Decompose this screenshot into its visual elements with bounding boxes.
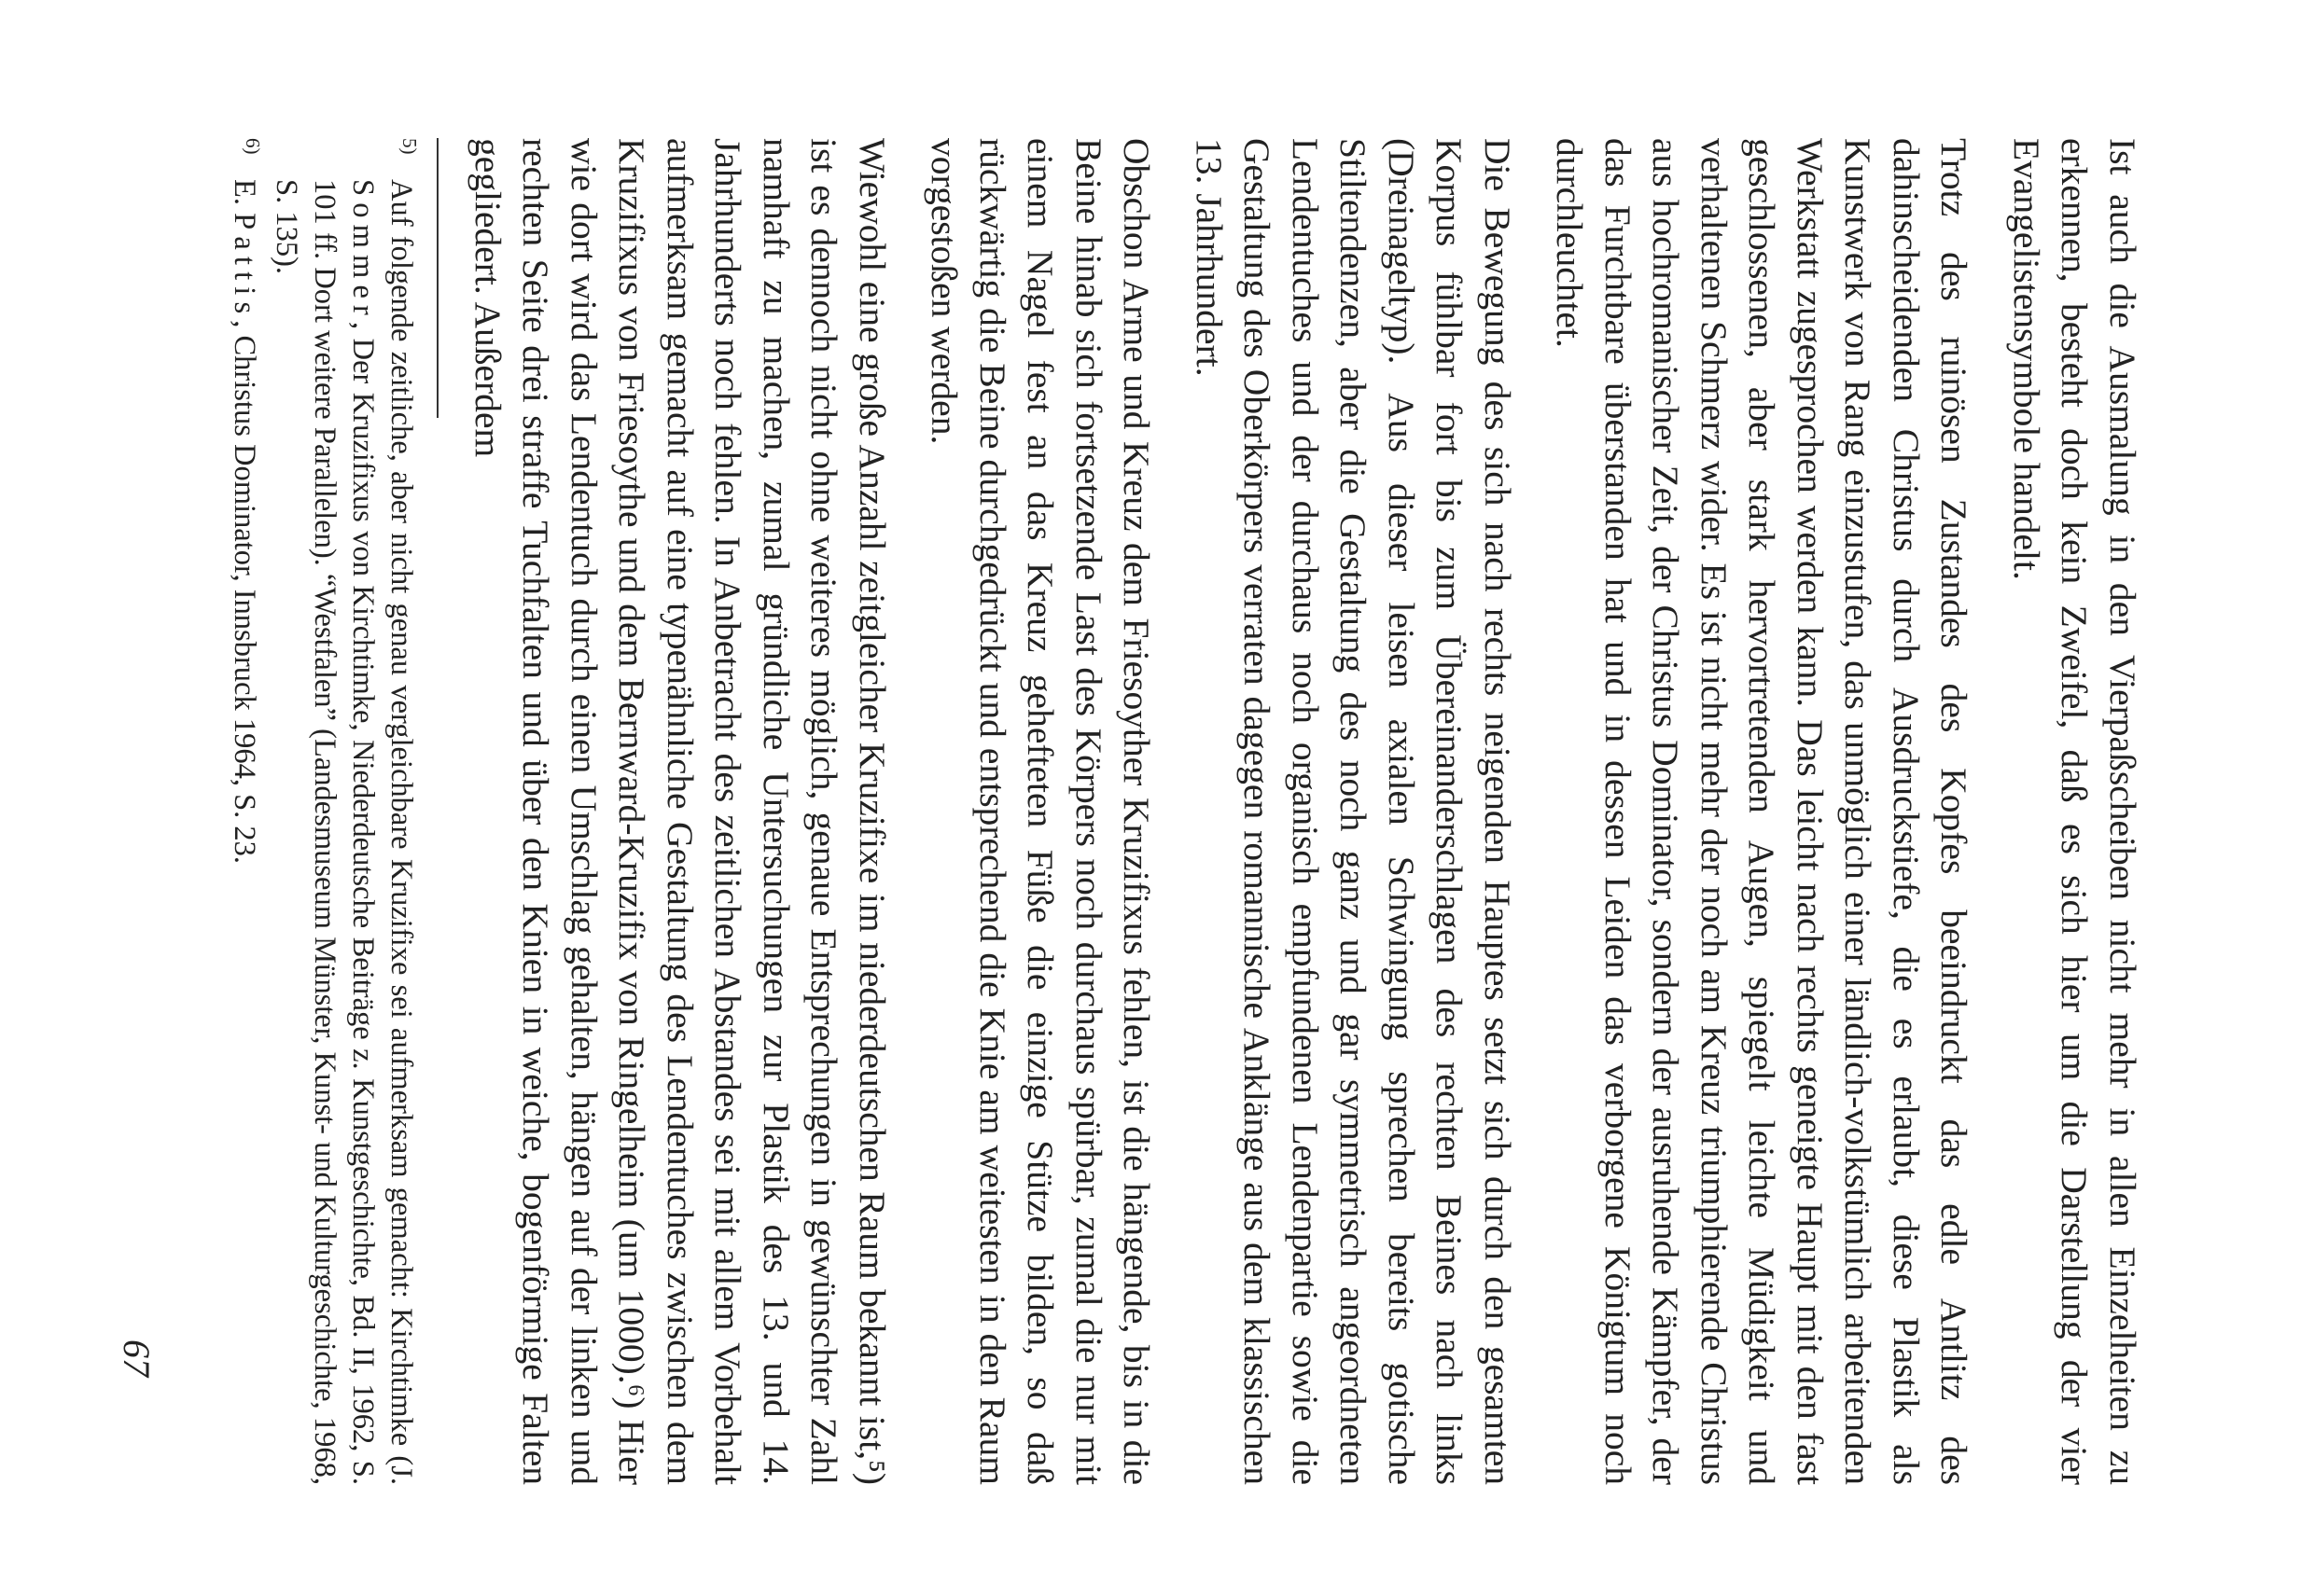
paragraph-1: Ist auch die Ausmalung in den Vierpaßscheiben nicht mehr in allen Einzelheiten zu erkennen, besteht doch kein Zweifel, daß es sich hier um die Darstellung der vier Evangelistensymbole handelt.: [2006, 138, 2143, 1485]
paragraph-4: Obschon Arme und Kreuz dem Friesoyther Kruzifixus fehlen, ist die hängende, bis in die Beine hinab sich fortsetzende Last des Körpers noch durchaus spürbar, zumal die nur mit einem Nagel fest an das Kreuz gehefteten Füße die einzige Stütze bilden, so daß rückwärtig die Beine durchgedrückt und entsprechend die Knie am weitesten in den Raum vorgestoßen werden.: [924, 138, 1158, 1485]
paragraph-3: Die Bewegung des sich nach rechts neigenden Hauptes setzt sich durch den gesamten Korpus fühlbar fort bis zum Übereinanderschlagen des rechten Beines nach links (Dreinageltyp). Aus dieser leisen axialen Schwingung sprechen bereits gotische Stiltendenzen, aber die Gestaltung des noch ganz und gar symmetrisch angeordneten Lendentuches und der durchaus noch organisch empfundenen Lendenpartie sowie die Gestaltung des Oberkörpers verraten dagegen romannische Anklänge aus dem klassischen 13. Jahrhundert.: [1189, 138, 1518, 1485]
paragraph-5: Wiewohl eine große Anzahl zeitgleicher Kruzifixe im niederdeutschen Raum bekannt ist,⁵) ist es dennoch nicht ohne weiteres möglich, genaue Entsprechungen in gewünschter Zahl namhaft zu machen, zumal gründliche Untersuchungen zur Plastik des 13. und 14. Jahrhunderts noch fehlen. In Anbetracht des zeitlichen Abstandes sei mit allem Vorbehalt aufmerksam gemacht auf eine typenähnliche Gestaltung des Lendentuches zwischen dem Kruzifixus von Friesoythe und dem Bernward-Kruzifix von Ringelheim (um 1000).⁶) Hier wie dort wird das Lendentuch durch einen Umschlag gehalten, hängen auf der linken und rechten Seite drei straffe Tuchfalten und über den Knien in weiche, bogenförmige Falten gegliedert. Außerdem: [467, 138, 893, 1485]
page-number: 67: [116, 1339, 158, 1377]
footnote-6: 6)E. Pattis, Christus Dominator, Innsbruck 1964, S. 23.: [228, 138, 265, 865]
footnote-text: Auf folgende zeitliche, aber nicht genau vergleichbare Kruzifixe sei aufmerksam gemacht: Kirchtimke (J.: [384, 179, 419, 1485]
footnote-text: E.: [228, 179, 262, 205]
footnote-5: 5)Auf folgende zeitliche, aber nicht genau vergleichbare Kruzifixe sei aufmerksam gemacht: Kirchtimke (J. Sommer, Der Kruzifixus von Kirchtimke, Niederdeutsche Beiträge z. Kunstgeschichte, Bd. II, 1962, S. 101 ff. Dort weitere Parallelen). “Westfalen” (Landesmuseum Münster, Kunst- und Kulturgeschichte, 1968, S. 135).: [270, 138, 422, 1485]
paragraph-2: Trotz des ruinösen Zustandes des Kopfes beeindruckt das edle Antlitz des dahinscheidenden Christus durch Ausdruckstiefe, die es erlaubt, diese Plastik als Kunstwerk von Rang einzustufen, das unmöglich einer ländlich-volkstümlich arbeitenden Werkstatt zugesprochen werden kann. Das leicht nach rechts geneigte Haupt mit den fast geschlossenen, aber stark hervortretenden Augen, spiegelt leichte Müdigkeit und verhaltenen Schmerz wider. Es ist nicht mehr der noch am Kreuz triumphierende Christus aus hochromanischer Zeit, der Christus Dominator, sondern der ausruhende Kämpfer, der das Furchtbare überstanden hat und in dessen Leiden das verborgene Königtum noch durchleuchtet.: [1549, 138, 1975, 1485]
footnote-author: Pattis: [228, 213, 262, 321]
footnote-text: , Christus Dominator, Innsbruck 1964, S. 23.: [228, 320, 262, 865]
footnote-divider: [438, 138, 439, 418]
footnote-text: , Der Kruzifixus von Kirchtimke, Niederdeutsche Beiträge z. Kunstgeschichte, Bd. II, 1962, S. 101 ff. Dort weitere Parallelen). “Westfalen” (Landesmuseum Münster, Kunst- und Kulturgeschichte, 1968, S. 135).: [270, 179, 381, 1485]
footnote-author: Sommer: [346, 179, 381, 323]
text-column: [222, 138, 2147, 1485]
